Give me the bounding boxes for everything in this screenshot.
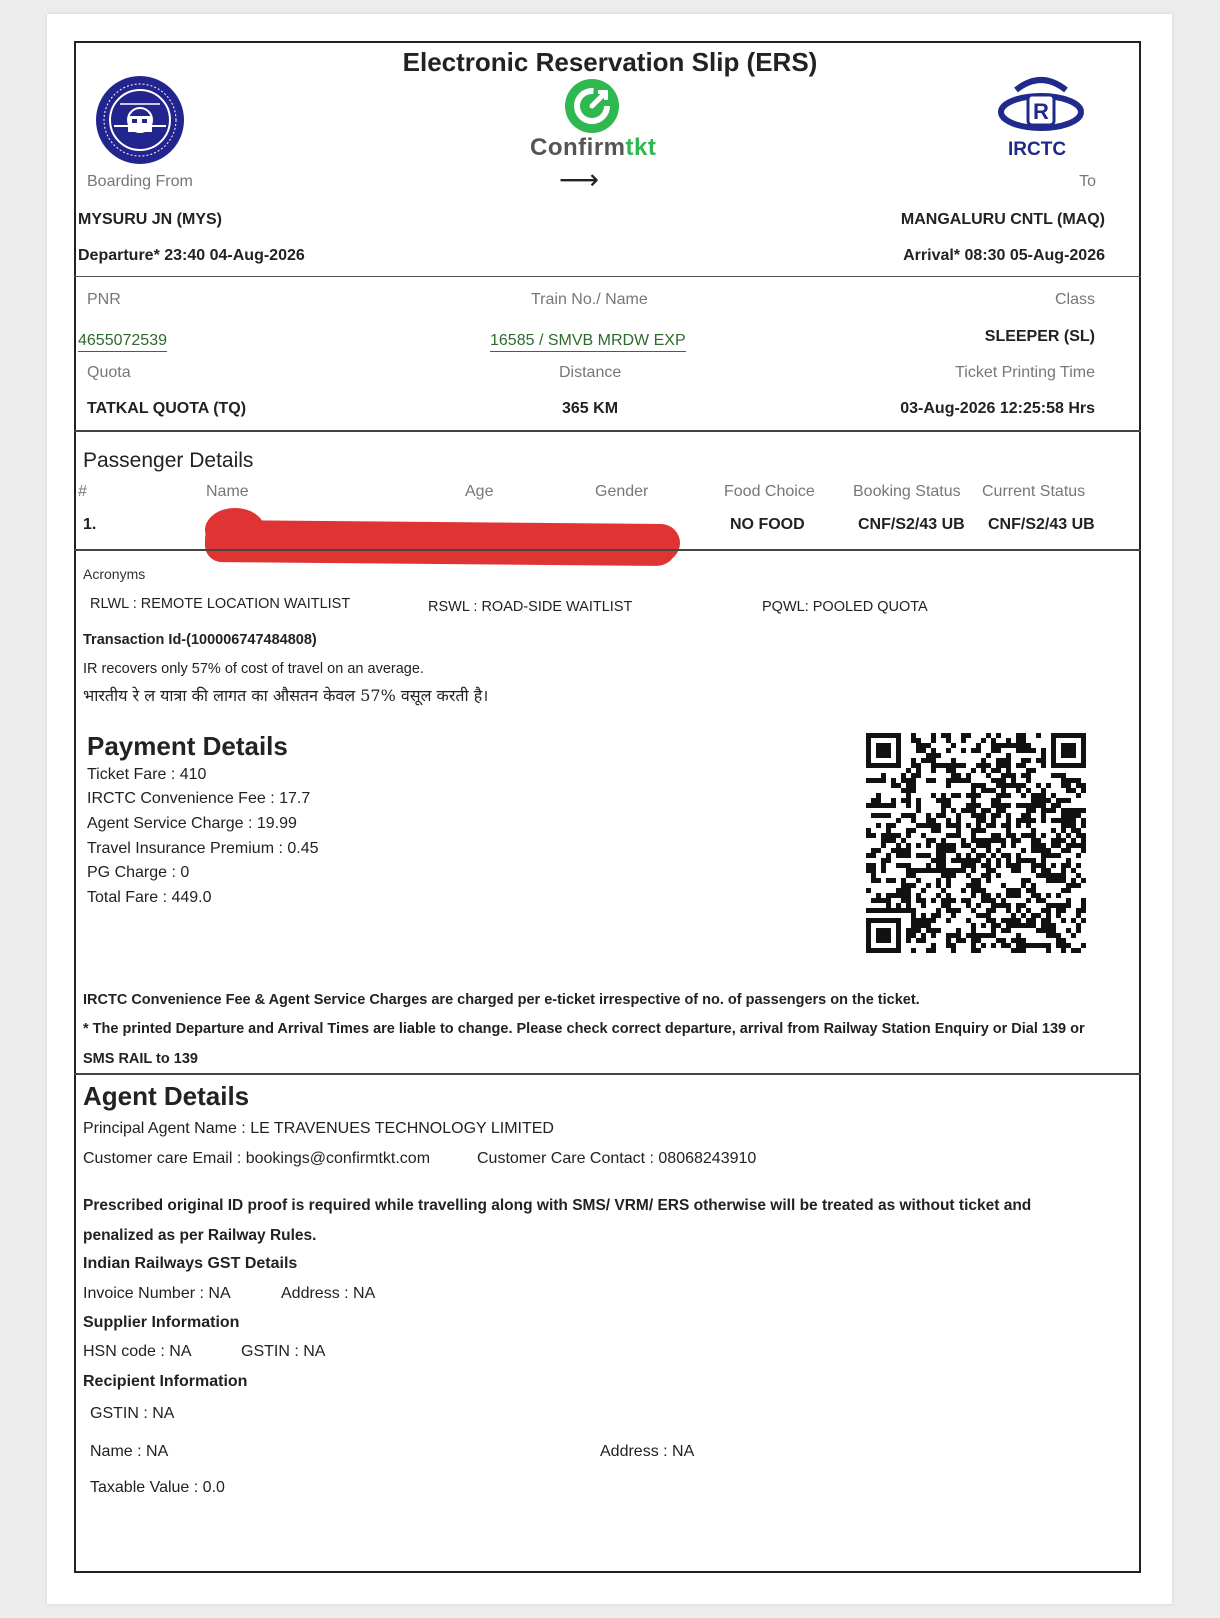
passenger-booking-status: CNF/S2/43 UB <box>858 516 965 533</box>
acronym-pqwl: PQWL: POOLED QUOTA <box>762 599 928 615</box>
brand-tkt: tkt <box>625 134 657 161</box>
recipient-info-title: Recipient Information <box>83 1373 248 1390</box>
divider <box>74 1073 1141 1075</box>
arrival-time: Arrival* 08:30 05-Aug-2026 <box>903 247 1105 264</box>
class-label: Class <box>1054 291 1095 308</box>
quota-label: Quota <box>87 364 131 381</box>
indian-railways-logo <box>94 74 186 166</box>
acronyms-title: Acronyms <box>83 566 146 582</box>
col-header-food: Food Choice <box>724 483 815 500</box>
svg-text:R: R <box>1033 99 1049 124</box>
brand-confirm: Confirm <box>530 134 626 161</box>
time-note-line2: SMS RAIL to 139 <box>83 1051 198 1067</box>
agent-service-charge: Agent Service Charge : 19.99 <box>87 815 297 832</box>
recovery-note-en: IR recovers only 57% of cost of travel on an average. <box>83 661 424 677</box>
time-note-line1: * The printed Departure and Arrival Times are liable to change. Please check correct departure, arrival from Railway Station Enquiry or Dial 139 or <box>83 1021 1085 1037</box>
divider <box>74 549 1141 551</box>
recovery-note-hi: भारतीय रे ल यात्रा की लागत का औसतन केवल 57% वसूल करती है। <box>83 686 489 705</box>
irctc-label: IRCTC <box>1008 139 1067 160</box>
from-station: MYSURU JN (MYS) <box>78 211 223 228</box>
id-proof-note-line2: penalized as per Railway Rules. <box>83 1227 317 1244</box>
hsn-code: HSN code : NA <box>83 1343 192 1360</box>
irctc-logo-icon <box>998 70 1084 140</box>
redaction-mark <box>560 524 680 562</box>
arrow-right-icon: ⟶ <box>559 164 600 195</box>
fee-note: IRCTC Convenience Fee & Agent Service Charges are charged per e-ticket irrespective of no. of passengers on the ticket. <box>83 992 920 1008</box>
convenience-fee: IRCTC Convenience Fee : 17.7 <box>87 790 311 807</box>
acronym-rswl: RSWL : ROAD-SIDE WAITLIST <box>428 599 633 615</box>
passenger-food: NO FOOD <box>730 516 805 533</box>
divider <box>74 276 1141 277</box>
col-header-booking-status: Booking Status <box>853 483 961 500</box>
pg-charge: PG Charge : 0 <box>87 864 190 881</box>
gst-address: Address : NA <box>281 1285 376 1302</box>
transaction-id: Transaction Id-(100006747484808) <box>83 632 317 648</box>
taxable-value: Taxable Value : 0.0 <box>90 1479 225 1496</box>
class-value: SLEEPER (SL) <box>984 328 1095 345</box>
col-header-name: Name <box>206 483 249 500</box>
supplier-info-title: Supplier Information <box>83 1314 240 1331</box>
print-time-value: 03-Aug-2026 12:25:58 Hrs <box>900 400 1095 417</box>
distance-label: Distance <box>559 364 622 381</box>
payment-details-title: Payment Details <box>87 731 288 761</box>
col-header-current-status: Current Status <box>982 483 1086 500</box>
to-label: To <box>1079 173 1096 190</box>
print-time-label: Ticket Printing Time <box>955 364 1095 381</box>
recipient-gstin: GSTIN : NA <box>90 1405 175 1422</box>
total-fare: Total Fare : 449.0 <box>87 889 212 906</box>
pnr-label: PNR <box>87 291 121 308</box>
quota-value: TATKAL QUOTA (TQ) <box>87 400 247 417</box>
to-station: MANGALURU CNTL (MAQ) <box>900 211 1105 228</box>
gst-details-title: Indian Railways GST Details <box>83 1255 298 1272</box>
passenger-row-no: 1. <box>83 516 97 533</box>
principal-agent: Principal Agent Name : LE TRAVENUES TECHNOLOGY LIMITED <box>83 1120 554 1137</box>
confirmtkt-logo-icon <box>562 78 622 134</box>
pnr-link[interactable]: 4655072539 <box>78 332 167 352</box>
insurance-premium: Travel Insurance Premium : 0.45 <box>87 840 319 857</box>
recipient-name: Name : NA <box>90 1443 169 1460</box>
invoice-number: Invoice Number : NA <box>83 1285 231 1302</box>
acronym-rlwl: RLWL : REMOTE LOCATION WAITLIST <box>90 596 351 612</box>
ticket-title: Electronic Reservation Slip (ERS) <box>402 47 818 77</box>
agent-details-title: Agent Details <box>83 1081 250 1111</box>
passenger-details-title: Passenger Details <box>83 449 254 472</box>
qr-code <box>866 733 1086 953</box>
distance-value: 365 KM <box>562 400 619 417</box>
col-header-no: # <box>78 483 87 500</box>
col-header-gender: Gender <box>595 483 649 500</box>
supplier-gstin: GSTIN : NA <box>241 1343 326 1360</box>
ticket-fare: Ticket Fare : 410 <box>87 766 207 783</box>
boarding-from-label: Boarding From <box>87 173 193 190</box>
passenger-current-status: CNF/S2/43 UB <box>988 516 1095 533</box>
train-label: Train No./ Name <box>531 291 648 308</box>
col-header-age: Age <box>465 483 494 500</box>
departure-time: Departure* 23:40 04-Aug-2026 <box>78 247 305 264</box>
recipient-address: Address : NA <box>600 1443 695 1460</box>
train-link[interactable]: 16585 / SMVB MRDW EXP <box>490 332 686 352</box>
id-proof-note-line1: Prescribed original ID proof is required while travelling along with SMS/ VRM/ ERS otherwise will be treated as without ticket and <box>83 1197 1032 1214</box>
confirmtkt-wordmark <box>530 134 656 162</box>
customer-care-contact: Customer Care Contact : 08068243910 <box>477 1150 757 1167</box>
divider <box>74 430 1141 432</box>
customer-care-email: Customer care Email : bookings@confirmtkt.com <box>83 1150 431 1167</box>
